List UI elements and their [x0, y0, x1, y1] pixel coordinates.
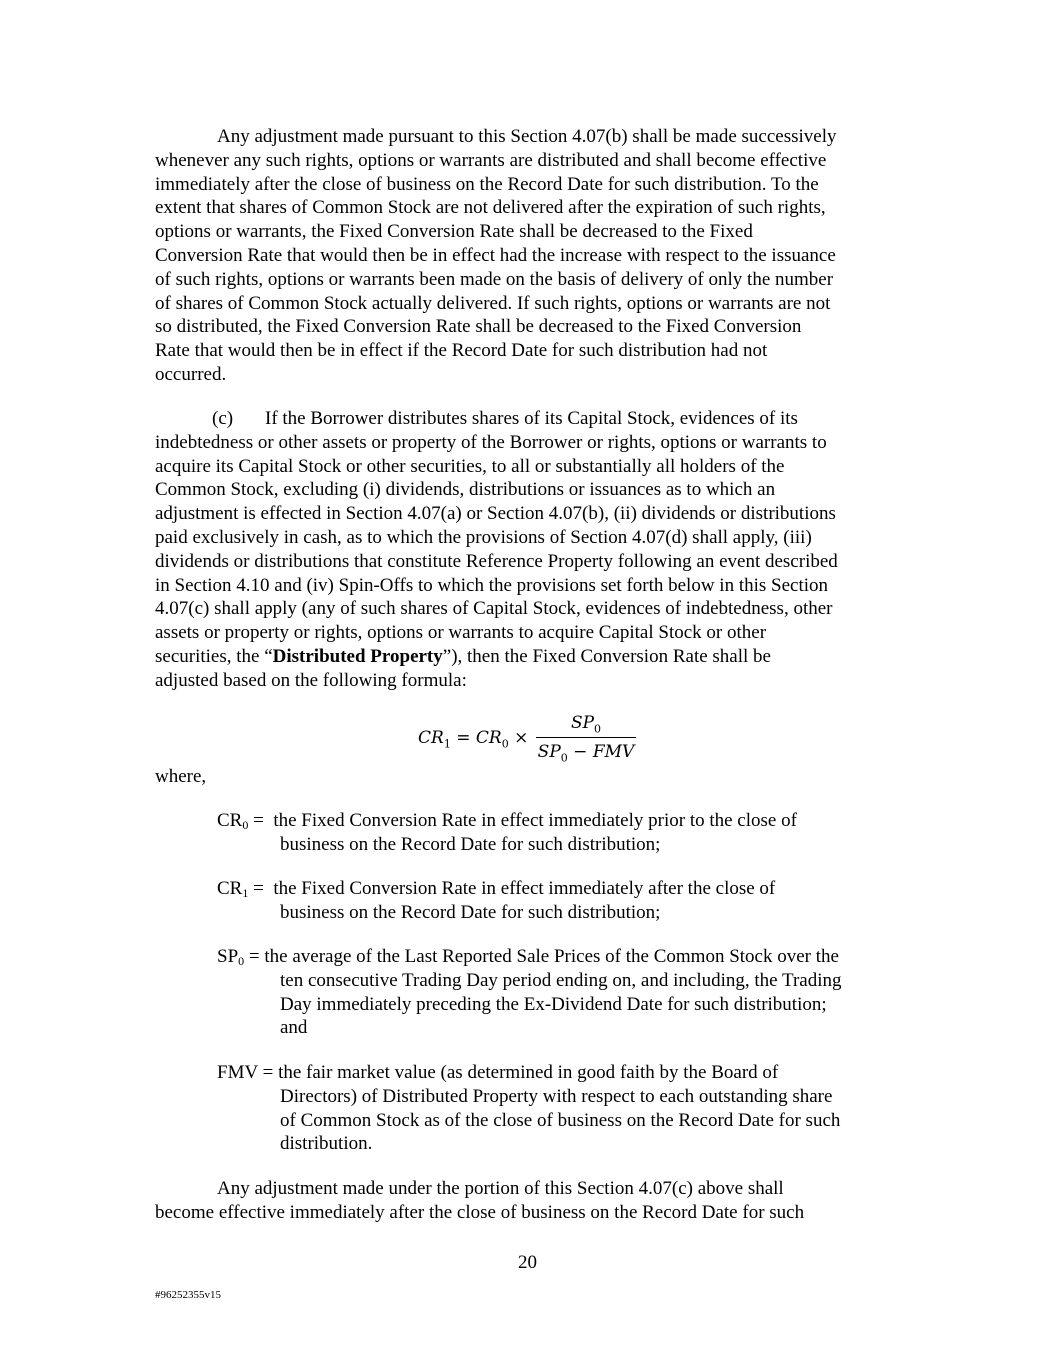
- paragraph-line: in Section 4.10 and (iv) Spin-Offs to which the provisions set forth below in this Section: [155, 574, 829, 596]
- paragraph-line: Any adjustment made pursuant to this Section 4.07(b) shall be made successively: [217, 126, 837, 147]
- section-marker: (c): [212, 408, 234, 429]
- text-fragment: securities, the “: [155, 645, 273, 667]
- formula-var: CR: [475, 728, 502, 748]
- formula-subscript: 0: [594, 722, 602, 736]
- paragraph-line: adjusted based on the following formula:: [155, 669, 467, 691]
- formula-fraction: [536, 710, 636, 770]
- paragraph-line: occurred.: [155, 363, 227, 385]
- formula-var: SP: [537, 742, 561, 762]
- paragraph-line: dividends or distributions that constitute Reference Property following an event described: [155, 550, 838, 572]
- formula-var: CR: [418, 728, 444, 748]
- definition-text: the Fixed Conversion Rate in effect immediately after the close of: [273, 878, 776, 899]
- document-id: #96252355v15: [155, 1289, 221, 1301]
- definition-continuation: and: [280, 1017, 308, 1039]
- definition-continuation: Day immediately preceding the Ex-Dividend Date for such distribution;: [280, 993, 827, 1015]
- definition-text: the Fixed Conversion Rate in effect immediately prior to the close of: [273, 810, 797, 831]
- definition-first-line: [217, 809, 907, 833]
- definition-sp0: [217, 945, 907, 1040]
- definition-first-line: [217, 945, 907, 969]
- formula-lhs: [418, 728, 528, 750]
- paragraph-line: Any adjustment made under the portion of this Section 4.07(c) above shall: [217, 1178, 784, 1199]
- paragraph-line: Conversion Rate that would then be in effect had the increase with respect to the issuance: [155, 244, 836, 266]
- paragraph-line: indebtedness or other assets or property of the Borrower or rights, options or warrants to: [155, 431, 827, 453]
- definition-fmv: [217, 1061, 907, 1156]
- paragraph-line: whenever any such rights, options or warrants are distributed and shall become effective: [155, 149, 827, 171]
- definition-subscript: 1: [242, 886, 249, 900]
- defined-term: Distributed Property: [272, 645, 443, 667]
- definition-equals: =: [257, 1062, 274, 1083]
- page-number: 20: [518, 1252, 537, 1273]
- definition-term: FMV: [217, 1062, 258, 1083]
- paragraph-first-line: [155, 407, 915, 431]
- formula-subscript: 0: [501, 737, 509, 751]
- definition-equals: =: [248, 878, 264, 899]
- paragraph-line-defined-term: [155, 645, 915, 669]
- definition-first-line: [217, 1061, 907, 1085]
- definition-term: CR: [217, 878, 243, 899]
- paragraph-line: so distributed, the Fixed Conversion Rate shall be decreased to the Fixed Conversion: [155, 316, 802, 338]
- paragraph-adjustment-effective: [155, 1177, 915, 1225]
- definition-term: SP: [217, 946, 239, 967]
- where-label: [155, 765, 915, 789]
- formula-minus: −: [573, 742, 588, 762]
- formula-var: SP: [570, 713, 595, 733]
- definition-first-line: [217, 877, 907, 901]
- definition-continuation: distribution.: [280, 1133, 373, 1155]
- definition-cr0: [217, 809, 907, 857]
- definition-subscript: 0: [242, 818, 249, 832]
- definition-continuation: ten consecutive Trading Day period ending on, and including, the Trading: [280, 969, 842, 991]
- definition-subscript: 0: [238, 954, 245, 968]
- definition-text: the fair market value (as determined in good faith by the Board of: [278, 1062, 779, 1083]
- paragraph-adjustment-successive: [155, 125, 915, 387]
- formula-equals: =: [456, 728, 471, 748]
- definition-continuation: Directors) of Distributed Property with respect to each outstanding share: [280, 1085, 833, 1107]
- formula-numerator: [536, 710, 636, 736]
- paragraph-line: paid exclusively in cash, as to which the provisions of Section 4.07(d) shall apply, (iii): [155, 526, 812, 548]
- paragraph-line: become effective immediately after the close of business on the Record Date for such: [155, 1201, 805, 1223]
- paragraph-line: adjustment is effected in Section 4.07(a) or Section 4.07(b), (ii) dividends or distributions: [155, 503, 836, 525]
- definition-continuation: business on the Record Date for such distribution;: [280, 901, 661, 923]
- formula-subscript: 1: [443, 737, 451, 751]
- paragraph-line: immediately after the close of business on the Record Date for such distribution. To the: [155, 173, 819, 195]
- definition-continuation: business on the Record Date for such distribution;: [280, 833, 661, 855]
- paragraph-line-text: If the Borrower distributes shares of its Capital Stock, evidences of its: [265, 408, 798, 429]
- paragraph-line: extent that shares of Common Stock are not delivered after the expiration of such rights,: [155, 197, 826, 219]
- paragraph-line: of such rights, options or warrants been made on the basis of delivery of only the number: [155, 268, 834, 290]
- paragraph-line: assets or property or rights, options or warrants to acquire Capital Stock or other: [155, 622, 767, 644]
- definition-cr1: [217, 877, 907, 925]
- paragraph-line: of shares of Common Stock actually delivered. If such rights, options or warrants are not: [155, 292, 831, 314]
- paragraph-line: Rate that would then be in effect if the Record Date for such distribution had not: [155, 340, 768, 362]
- definition-text: the average of the Last Reported Sale Prices of the Common Stock over the: [264, 946, 839, 967]
- formula-var: FMV: [592, 742, 635, 762]
- paragraph-line: acquire its Capital Stock or other securities, to all or substantially all holders of the: [155, 455, 785, 477]
- definition-equals: =: [244, 946, 260, 967]
- definition-continuation: of Common Stock as of the close of business on the Record Date for such: [280, 1109, 841, 1131]
- paragraph-line: Common Stock, excluding (i) dividends, distributions or issuances as to which an: [155, 479, 776, 501]
- paragraph-section-c: [155, 407, 915, 693]
- paragraph-line: options or warrants, the Fixed Conversion Rate shall be decreased to the Fixed: [155, 221, 753, 243]
- where-text: where,: [155, 766, 207, 787]
- fraction-bar: [536, 737, 636, 738]
- formula-subscript: 0: [560, 751, 568, 765]
- text-fragment: ”), then the Fixed Conversion Rate shall be: [442, 645, 771, 667]
- formula-times: ×: [514, 728, 529, 748]
- definition-equals: =: [248, 810, 264, 831]
- paragraph-line: 4.07(c) shall apply (any of such shares of Capital Stock, evidences of indebtedness, other: [155, 598, 833, 620]
- definition-term: CR: [217, 810, 243, 831]
